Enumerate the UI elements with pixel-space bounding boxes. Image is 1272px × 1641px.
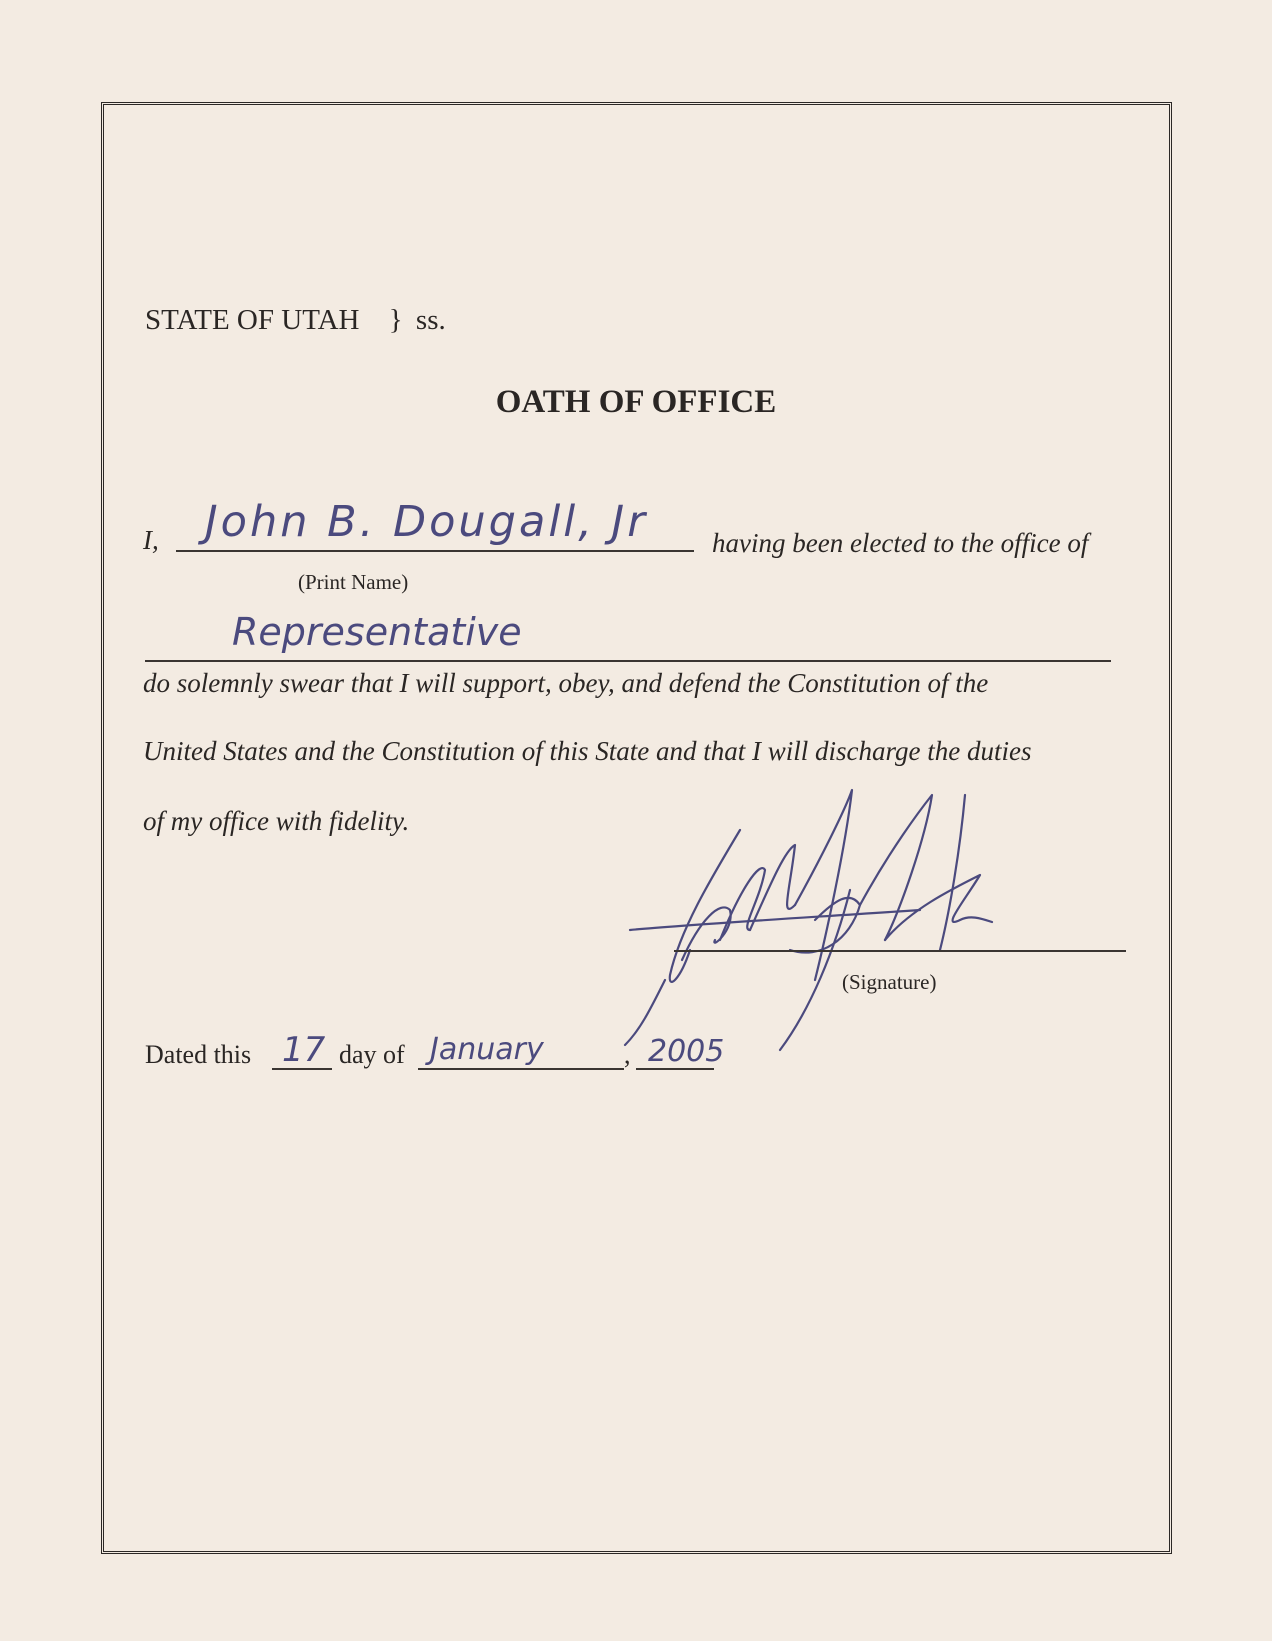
elected-text: having been elected to the office of (712, 528, 1089, 558)
handwritten-name: John B. Dougall, Jr (205, 497, 648, 547)
page-title: OATH OF OFFICE (495, 384, 777, 420)
office-underline (145, 660, 1111, 662)
month-underline (418, 1068, 624, 1070)
oath-line-1: do solemnly swear that I will support, obey, and defend the Constitution of the (143, 668, 989, 698)
print-name-caption: (Print Name) (298, 570, 409, 594)
venue-line (145, 304, 446, 337)
ss-label: ss. (415, 304, 446, 336)
oath-line-2: United States and the Constitution of this State and that I will discharge the duties (143, 736, 1032, 766)
signature-caption: (Signature) (842, 970, 937, 994)
oath-line-3: of my office with fidelity. (143, 806, 410, 836)
dated-prefix: Dated this (145, 1040, 252, 1069)
i-label: I, (143, 525, 159, 555)
brace-glyph: } (388, 304, 403, 336)
handwritten-day: 17 (282, 1030, 326, 1070)
signature-underline (674, 950, 1126, 952)
handwritten-month: January (430, 1032, 544, 1067)
signature-scribble (620, 790, 1040, 1050)
handwritten-year: 2005 (648, 1034, 725, 1069)
handwritten-office: Representative (232, 610, 522, 654)
state-label: STATE OF UTAH (145, 304, 360, 336)
name-underline (176, 550, 694, 552)
day-of-label: day of (339, 1040, 405, 1069)
year-comma: , (624, 1040, 631, 1069)
